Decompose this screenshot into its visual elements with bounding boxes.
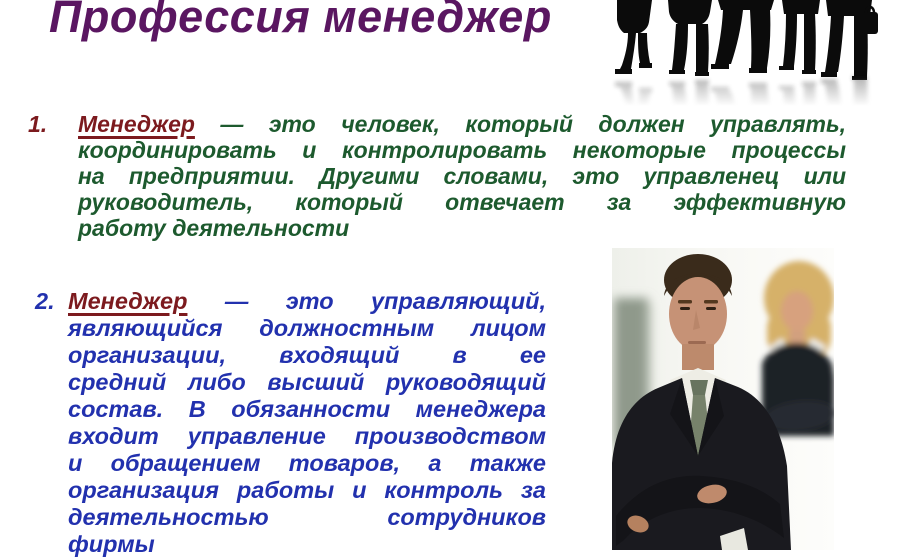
- item2-line: входит управление производством: [68, 423, 546, 449]
- item2-number: 2.: [35, 288, 55, 314]
- item2-line: состав. В обязанности менеджера: [68, 396, 546, 422]
- definition-item-2: [35, 288, 546, 558]
- item1-text: [78, 111, 846, 241]
- item1-line: работу деятельности: [78, 215, 350, 241]
- item2-line: и обращением товаров, а также: [68, 450, 546, 476]
- item2-line: фирмы: [68, 531, 155, 557]
- item1-line: [78, 111, 846, 137]
- item2-line: организация работы и контроль за: [68, 477, 546, 503]
- slide-title: Профессия менеджер: [49, 0, 552, 42]
- definition-item-1: [28, 111, 846, 241]
- item1-line: руководитель, который отвечает за эффективную: [78, 189, 846, 215]
- item2-line: [68, 288, 546, 315]
- silhouette-figures: [615, 0, 878, 80]
- item2-line: являющийся должностным лицом: [68, 315, 546, 341]
- business-people-silhouettes-image: [610, 0, 880, 106]
- item2-text: [68, 288, 546, 558]
- businesswoman-figure: [762, 261, 834, 436]
- item1-number: 1.: [28, 111, 48, 137]
- item1-line: на предприятии. Другими словами, это управленец или: [78, 163, 846, 189]
- briefcase-silhouette: [862, 12, 878, 34]
- item1-line1-rest: — это человек, который должен управлять,: [220, 111, 847, 137]
- item2-term-underlined: Менеджер: [68, 288, 188, 314]
- item2-line: деятельностью сотрудников: [68, 504, 546, 530]
- manager-photo: [612, 248, 834, 550]
- item1-line: координировать и контролировать некоторые процессы: [78, 137, 846, 163]
- item1-term-underlined: Менеджер: [78, 111, 195, 137]
- item2-line: организации, входящий в ее: [68, 342, 546, 368]
- item2-line: средний либо высший руководящий: [68, 369, 546, 395]
- item2-line1-rest: — это управляющий,: [224, 288, 547, 314]
